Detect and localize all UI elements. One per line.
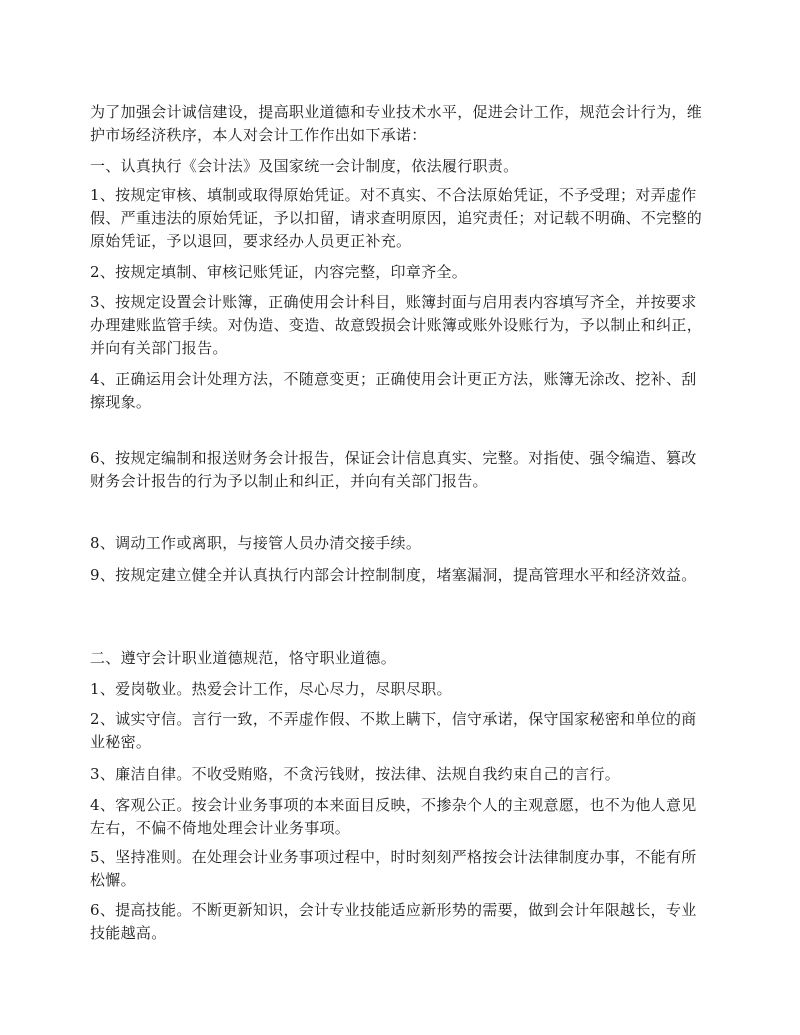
- clause-paragraph: 5、坚持准则。在处理会计业务事项过程中，时时刻刻严格按会计法律制度办事，不能有所松懈。: [90, 848, 697, 889]
- clause-paragraph: 6、按规定编制和报送财务会计报告，保证会计信息真实、完整。对指使、强令编造、篡改财务会计报告的行为予以制止和纠正，并向有关部门报告。: [90, 449, 697, 490]
- clause-paragraph: 6、提高技能。不断更新知识，会计专业技能适应新形势的需要，做到会计年限越长，专业技能越高。: [90, 901, 697, 942]
- clause-paragraph: 9、按规定建立健全并认真执行内部会计控制制度，堵塞漏洞，提高管理水平和经济效益。: [90, 566, 697, 584]
- intro-paragraph: 为了加强会计诚信建设，提高职业道德和专业技术水平，促进会计工作，规范会计行为，维护市场经济秩序，本人对会计工作作出如下承诺：: [90, 103, 703, 144]
- clause-paragraph: 3、按规定设置会计账簿，正确使用会计科目，账簿封面与启用表内容填写齐全，并按要求办理建账监管手续。对伪造、变造、故意毁损会计账簿或账外设账行为，予以制止和纠正，并向有关部门报告。: [90, 293, 703, 357]
- clause-paragraph: 3、廉洁自律。不收受贿赂，不贪污钱财，按法律、法规自我约束自己的言行。: [90, 765, 621, 783]
- clause-paragraph: 2、按规定填制、审核记账凭证，内容完整，印章齐全。: [90, 263, 468, 281]
- clause-paragraph: 8、调动工作或离职，与接管人员办清交接手续。: [90, 534, 422, 552]
- clause-paragraph: 4、正确运用会计处理方法，不随意变更；正确使用会计更正方法，账簿无涂改、挖补、刮擦现象。: [90, 370, 697, 411]
- clause-paragraph: 1、爱岗敬业。热爱会计工作，尽心尽力，尽职尽职。: [90, 680, 452, 698]
- clause-paragraph: 4、客观公正。按会计业务事项的本来面目反映，不掺杂个人的主观意愿，也不为他人意见左右，不偏不倚地处理会计业务事项。: [90, 796, 697, 837]
- clause-paragraph: 2、诚实守信。言行一致，不弄虚作假、不欺上瞒下，信守承诺，保守国家秘密和单位的商业秘密。: [90, 710, 697, 751]
- clause-paragraph: 1、按规定审核、填制或取得原始凭证。对不真实、不合法原始凭证，不予受理；对弄虚作假、严重违法的原始凭证，予以扣留，请求查明原因，追究责任；对记载不明确、不完整的原始凭证，予以退回，要求经办人员更正补充。: [90, 186, 703, 250]
- section-heading-1: 一、认真执行《会计法》及国家统一会计制度，依法履行职责。: [90, 157, 519, 175]
- section-heading-2: 二、遵守会计职业道德规范，恪守职业道德。: [90, 649, 397, 667]
